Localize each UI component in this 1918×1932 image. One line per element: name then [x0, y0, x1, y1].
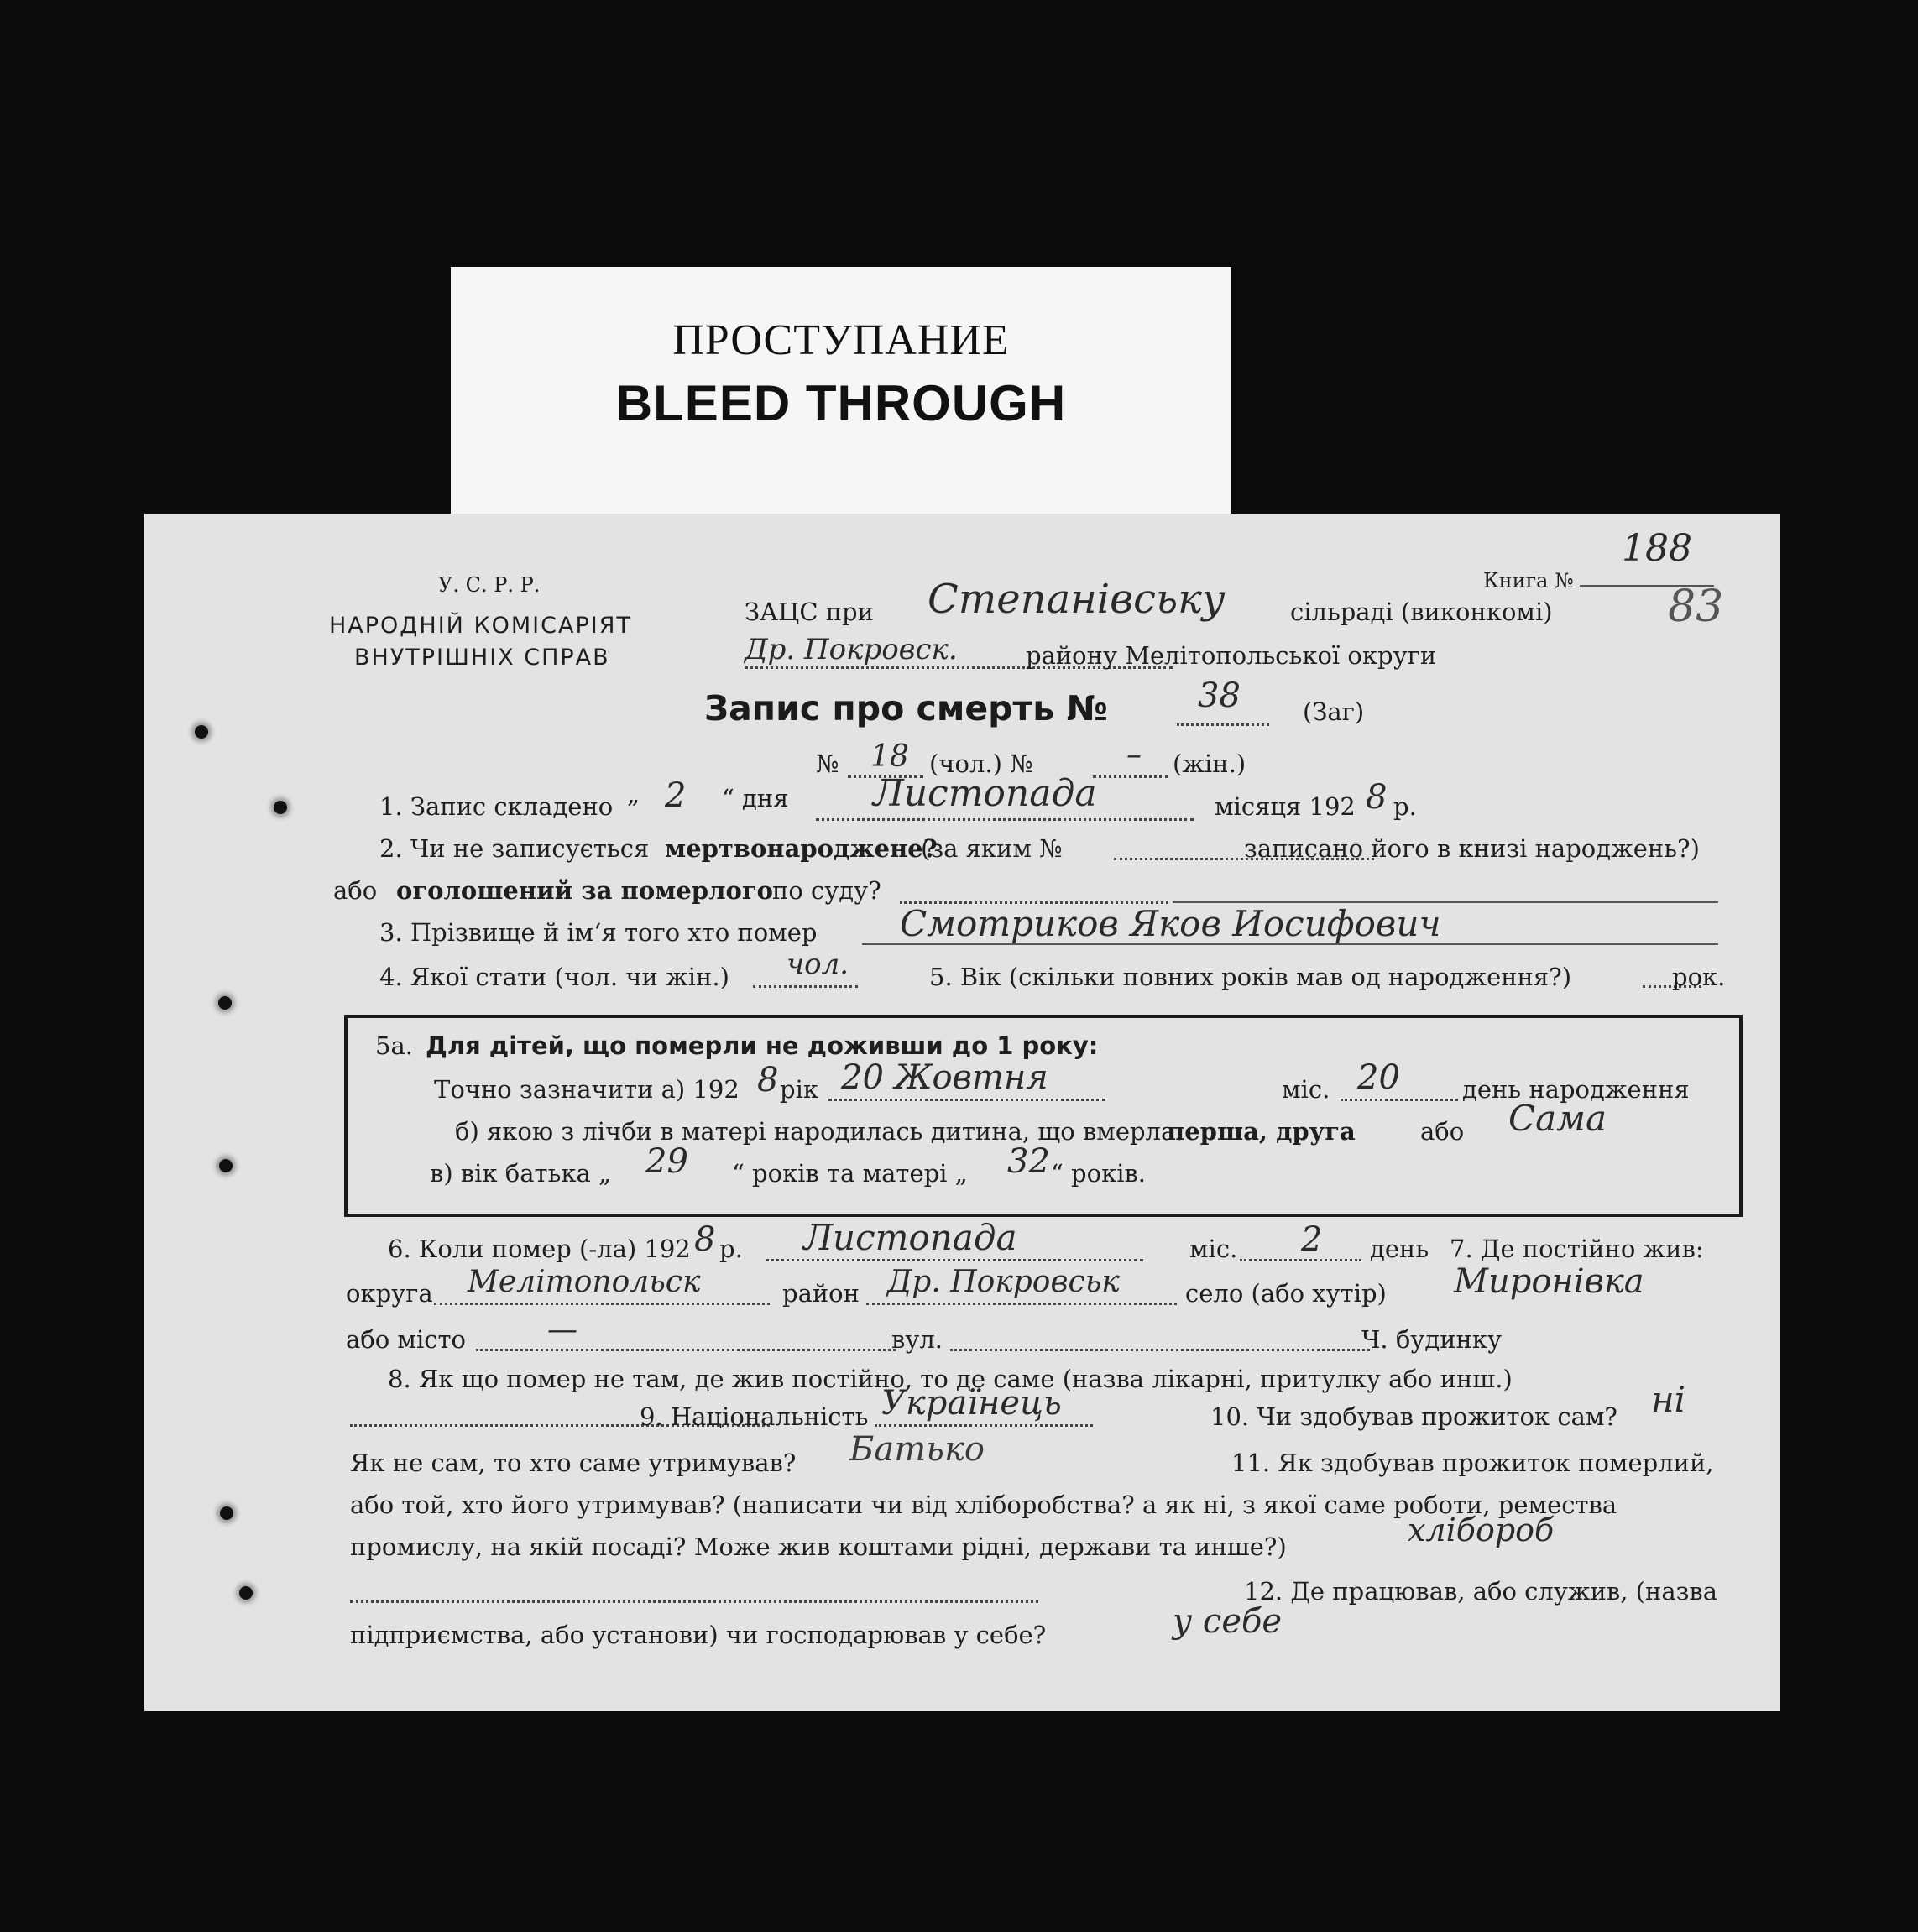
f8-label: 8. Як що помер не там, де жив постійно, то де саме (назва лікарні, притулку або инш.)	[388, 1365, 1513, 1393]
f5a-line2-c: або	[1420, 1117, 1465, 1146]
f7-rayon-label: район	[782, 1279, 860, 1308]
f2-stillborn: мертвонароджене?	[665, 834, 938, 863]
punch-hole	[219, 1159, 233, 1172]
f5a-line2-a: б) якою з лічби в матері народилась дитина, що вмерла:	[455, 1117, 1184, 1146]
f2-line2-c: по суду?	[772, 876, 881, 905]
punch-hole	[195, 725, 208, 739]
female-number-label: (жін.)	[1173, 749, 1246, 778]
f9-nationality-handwritten: Українець	[881, 1384, 1062, 1423]
sub-number-prefix: №	[816, 749, 839, 778]
f7-selo-label: село (або хутір)	[1185, 1279, 1387, 1308]
zags-label: ЗАЦС при	[745, 598, 874, 626]
record-number-line	[1177, 723, 1269, 726]
f11-line1-b: 11. Як здобував прожиток померлий,	[1231, 1449, 1714, 1477]
punch-hole	[220, 1506, 233, 1520]
f1-day-handwritten: 2	[665, 776, 687, 815]
f5a-birth-order-handwritten: Сама	[1508, 1098, 1607, 1139]
female-number-handwritten: –	[1126, 738, 1142, 772]
record-title-suffix: (Заг)	[1303, 697, 1365, 726]
record-title: Запис про смерть №	[704, 688, 1108, 728]
f7-okruga-label: округа	[346, 1279, 433, 1308]
male-number-handwritten: 18	[870, 739, 909, 774]
f5-age-label: 5. Вік (скільки повних років мав од народження?)	[929, 963, 1572, 991]
f9-line	[875, 1424, 1093, 1427]
f6-day-line	[1240, 1259, 1361, 1261]
f7-rayon-line	[866, 1303, 1177, 1305]
f1-month-line	[816, 818, 1194, 821]
f1-month-handwritten: Листопада	[873, 772, 1097, 815]
f7-vul-line	[950, 1349, 1370, 1351]
f5a-line3-b: “ років та матері „	[732, 1159, 968, 1188]
f11-occupation-handwritten: хлібороб	[1408, 1512, 1555, 1548]
female-number-line	[1093, 775, 1168, 778]
f5a-birth-year-handwritten: 8	[757, 1061, 779, 1099]
selrada-label: сільраді (виконкомі)	[1290, 598, 1553, 626]
f1-quote-close: “ дня	[722, 784, 789, 812]
death-record-form	[144, 514, 1780, 1711]
punch-hole	[218, 996, 232, 1010]
f1-quote-open: „	[627, 780, 640, 808]
f5a-line1-a: Точно зазначити а) 192	[434, 1075, 740, 1104]
f7-okruga-handwritten: Мелітопольск	[468, 1265, 701, 1299]
f3-name-line	[862, 943, 1718, 945]
header-ministry-line1: НАРОДНІЙ КОМІСАРІЯТ	[329, 613, 632, 639]
f2-line1-a: 2. Чи не записується	[379, 834, 650, 863]
selrada-handwritten: Степанівську	[928, 576, 1226, 623]
f4-sex-line	[753, 985, 858, 988]
f5a-number: 5а.	[375, 1031, 413, 1060]
f1-r: р.	[1393, 792, 1417, 821]
f6-r: р.	[719, 1235, 743, 1263]
f11-line1-a: Як не сам, то хто саме утримував?	[350, 1449, 797, 1477]
f5a-line1-d: день народження	[1462, 1075, 1690, 1104]
male-number-label: (чол.) №	[929, 749, 1033, 778]
record-number-handwritten: 38	[1198, 676, 1241, 715]
f6-den: день	[1370, 1235, 1429, 1263]
f5a-father-age-handwritten: 29	[645, 1142, 688, 1181]
f11-supporter-handwritten: Батько	[849, 1430, 985, 1469]
f5a-line1-c: міс.	[1282, 1075, 1330, 1104]
f2-declared-dead: оголошений за померлого	[396, 876, 773, 905]
book-number-label: Книга №	[1483, 569, 1574, 593]
f5a-day-line	[1341, 1099, 1458, 1101]
f1-year-handwritten: 8	[1366, 778, 1388, 817]
f2-line2-a: або	[333, 876, 378, 905]
f1-label: 1. Запис складено	[379, 792, 614, 821]
punch-hole	[274, 801, 287, 814]
punch-hole	[239, 1586, 253, 1600]
archive-label-card	[451, 267, 1231, 519]
book-number-handwritten: 188	[1622, 527, 1692, 570]
f6-label: 6. Коли помер (-ла) 192	[388, 1235, 691, 1263]
f5a-birth-day-handwritten: 20	[1357, 1058, 1400, 1097]
header-ussr: У. С. Р. Р.	[438, 573, 541, 597]
f6-day-handwritten: 2	[1301, 1220, 1323, 1259]
f5a-line2-first-second: перша, друга	[1167, 1117, 1356, 1146]
f10-label: 10. Чи здобував прожиток сам?	[1210, 1402, 1617, 1431]
f7-misto-handwritten: —	[547, 1313, 577, 1347]
f11-line2: або той, хто його утримував? (написати чи від хліборобства? а як ні, з якої саме роботи, ремества	[350, 1491, 1617, 1519]
f4-sex-handwritten: чол.	[787, 948, 849, 981]
header-ministry-line2: ВНУТРІШНІХ СПРАВ	[354, 645, 610, 671]
f6-mis: міс.	[1189, 1235, 1238, 1263]
f6-year-handwritten: 8	[694, 1220, 716, 1259]
label-card-line1: ПРОСТУПАНИЕ	[672, 316, 1010, 364]
f5a-line3-c: “ років.	[1051, 1159, 1147, 1188]
f7-rayon-handwritten: Др. Покровськ	[887, 1265, 1120, 1299]
f6-month-line	[766, 1259, 1143, 1261]
f7-vul-label: вул.	[891, 1325, 943, 1354]
f7-okruga-line	[434, 1303, 770, 1305]
f5a-line1-b: рік	[780, 1075, 818, 1104]
f7-misto-label: або місто	[346, 1325, 467, 1354]
f6-month-handwritten: Листопада	[803, 1217, 1017, 1258]
f5-age-suffix: рок.	[1672, 963, 1726, 991]
f5a-month-line	[828, 1099, 1105, 1101]
f7-misto-line	[476, 1349, 896, 1351]
f7-label: 7. Де постійно жив:	[1450, 1235, 1704, 1263]
f3-label: 3. Прізвище й ім‘я того хто помер	[379, 918, 818, 947]
f12-line2: підприємства, або установи) чи господарював у себе?	[350, 1621, 1047, 1649]
f11-line3: промислу, на якій посаді? Може жив коштами рідні, держави та инше?)	[350, 1533, 1287, 1561]
f5a-line3-a: в) вік батька „	[430, 1159, 612, 1188]
f5a-heading: Для дітей, що померли не доживши до 1 року:	[426, 1031, 1099, 1060]
f12-line	[350, 1600, 1038, 1603]
corner-number-handwritten: 83	[1668, 582, 1724, 632]
f9-label: 9. Національність	[640, 1402, 869, 1431]
f7-selo-handwritten: Миронівка	[1454, 1262, 1644, 1301]
f2-line1-c: (за яким №	[921, 834, 1063, 863]
f5a-birth-month-handwritten: 20 Жовтня	[841, 1058, 1048, 1097]
f12-line1: 12. Де працював, або служив, (назва	[1244, 1577, 1718, 1606]
f5a-mother-age-handwritten: 32	[1007, 1142, 1050, 1181]
f1-month-label: місяця 192	[1215, 792, 1356, 821]
rayon-label: району Мелітопольської округи	[1026, 641, 1437, 670]
f3-name-handwritten: Смотриков Яков Иосифович	[900, 903, 1441, 944]
f4-label: 4. Якої стати (чол. чи жін.)	[379, 963, 729, 991]
rayon-handwritten: Др. Покровск.	[745, 633, 958, 666]
f10-value-handwritten: ні	[1651, 1379, 1686, 1420]
f12-value-handwritten: у себе	[1173, 1602, 1283, 1641]
label-card-line2: BLEED THROUGH	[615, 375, 1067, 431]
f7-budynok-label: Ч. будинку	[1361, 1325, 1503, 1354]
f2-line1-d: записано його в книзі народжень?)	[1244, 834, 1700, 863]
